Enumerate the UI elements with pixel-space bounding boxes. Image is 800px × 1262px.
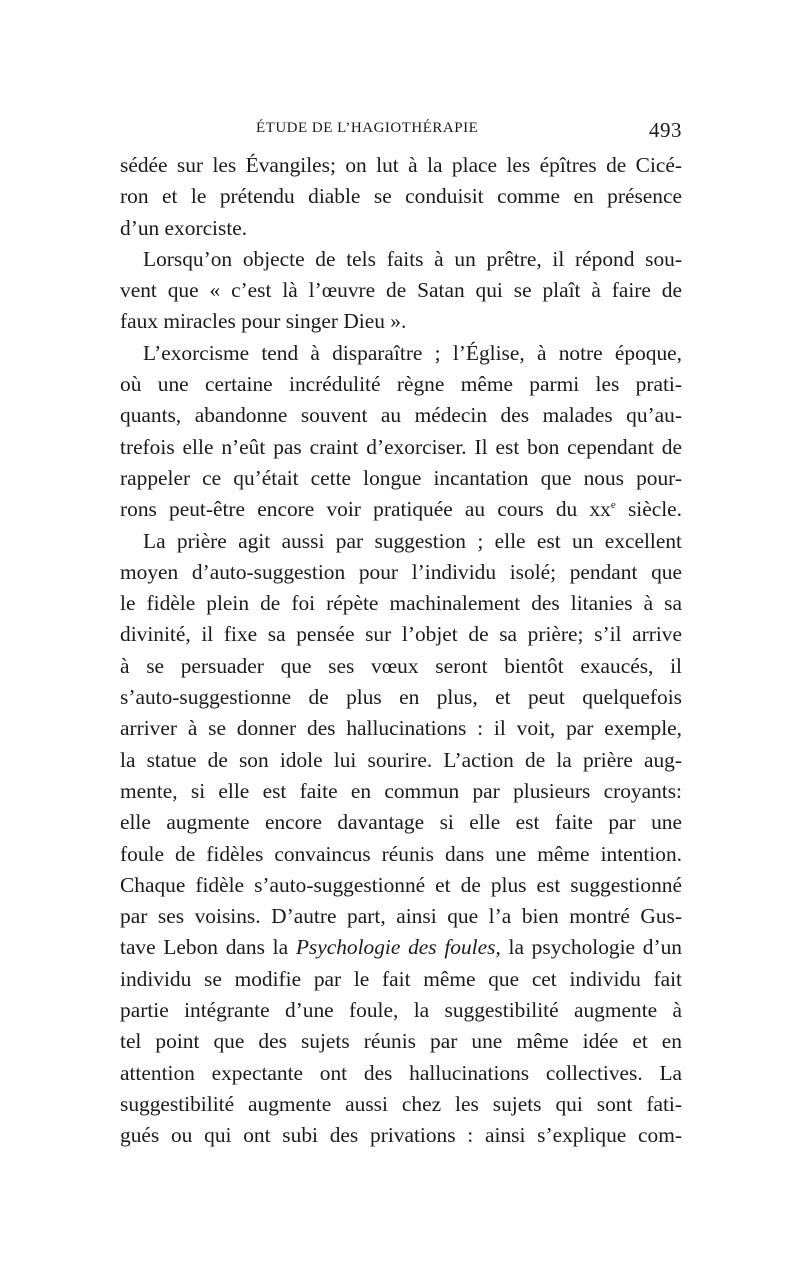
paragraph-1 [120,150,682,244]
text-line: elle augmente encore davantage si elle est faite par une [120,810,682,835]
text-line: attention expectante ont des hallucinations collectives. La [120,1060,682,1085]
paragraph-2 [120,244,682,338]
book-title-italic: Psychologie des foules [295,935,496,960]
text-line: Lorsqu’on objecte de tels faits à un prêtre, il répond sou- [143,246,682,271]
text-line: à se persuader que ses vœux seront bientôt exaucés, il [120,653,682,678]
text-line: partie intégrante d’une foule, la suggestibilité augmente à [120,998,682,1023]
text-line: suggestibilité augmente aussi chez les sujets qui sont fati- [120,1091,682,1116]
text-line: le fidèle plein de foi répète machinalement des litanies à sa [120,591,682,616]
text-line: rappeler ce qu’était cette longue incantation que nous pour- [120,465,682,490]
page-number: 493 [649,118,682,142]
text-line: d’un exorciste. [120,215,248,240]
book-page [120,118,682,1152]
text-line: Chaque fidèle s’auto-suggestionné et de plus est suggestionné [120,872,682,897]
text-line: quants, abandonne souvent au médecin des malades qu’au- [120,403,682,428]
text-line: foule de fidèles convaincus réunis dans une même intention. [120,841,682,866]
text-line: trefois elle n’eût pas craint d’exorciser. Il est bon cependant de [120,434,682,459]
text-fragment: , la psychologie d’un [495,935,682,960]
text-line: la statue de son idole lui sourire. L’action de la prière aug- [120,747,682,772]
text-fragment: tave Lebon dans la [120,935,296,960]
body-text [120,150,682,1152]
text-line-with-superscript [120,494,682,525]
running-head [120,118,682,148]
text-line: gués ou qui ont subi des privations : ainsi s’explique com- [120,1123,682,1148]
text-line: s’auto-suggestionne de plus en plus, et peut quelquefois [120,685,682,710]
text-line: vent que « c’est là l’œuvre de Satan qui se plaît à faire de [120,278,682,303]
text-fragment: rons peut-être encore voir pratiquée au cours du xx [120,497,611,522]
superscript: e [610,499,616,512]
text-line: par ses voisins. D’autre part, ainsi que l’a bien montré Gus- [120,904,682,929]
text-line: moyen d’auto-suggestion pour l’individu isolé; pendant que [120,559,682,584]
text-line: arriver à se donner des hallucinations : il voit, par exemple, [120,716,682,741]
text-line: L’exorcisme tend à disparaître ; l’Église, à notre époque, [143,340,682,365]
text-line-with-italic-title [120,932,682,963]
text-line: sédée sur les Évangiles; on lut à la place les épîtres de Cicé- [120,153,682,177]
text-line: divinité, il fixe sa pensée sur l’objet de sa prière; s’il arrive [120,622,682,647]
text-line: mente, si elle est faite en commun par plusieurs croyants: [120,778,682,803]
text-line: individu se modifie par le fait même que cet individu fait [120,966,682,991]
text-line: où une certaine incrédulité règne même parmi les prati- [120,372,682,397]
paragraph-4 [120,526,682,1152]
text-line: La prière agit aussi par suggestion ; elle est un excellent [143,528,682,553]
text-line: tel point que des sujets réunis par une même idée et en [120,1029,682,1054]
text-line: faux miracles pour singer Dieu ». [120,309,407,334]
text-fragment: siècle. [615,497,682,522]
text-line: ron et le prétendu diable se conduisit comme en présence [120,184,682,209]
running-head-title: ÉTUDE DE L’HAGIOTHÉRAPIE [256,120,479,136]
paragraph-3 [120,338,682,526]
